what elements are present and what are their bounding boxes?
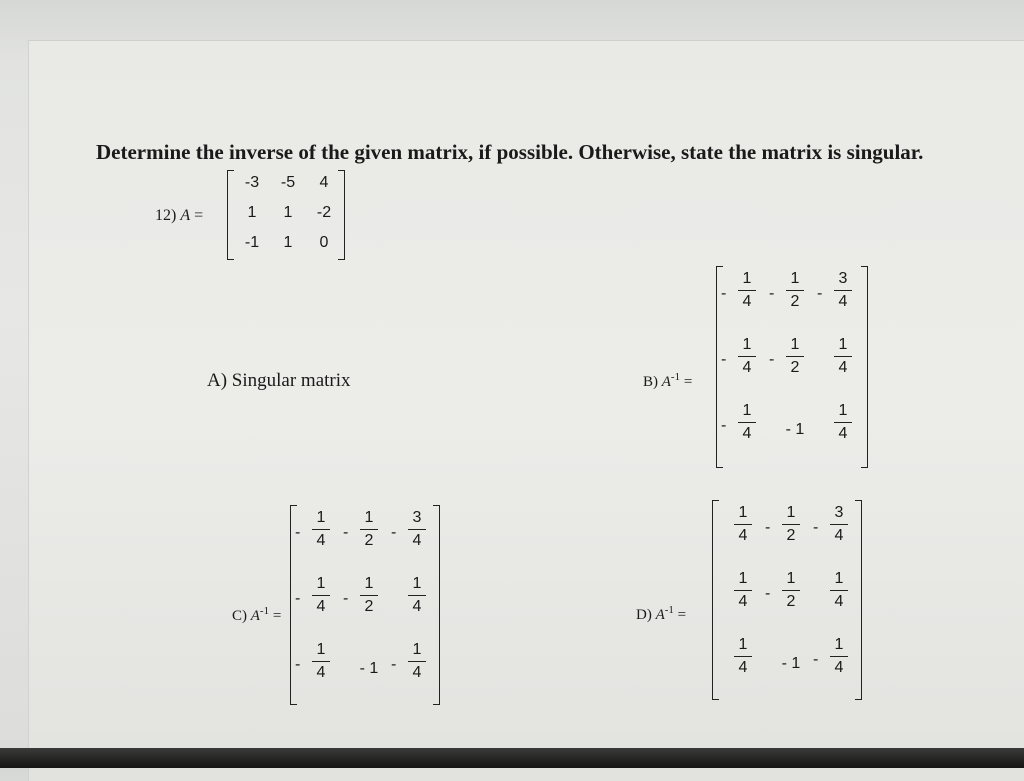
fraction-numerator: 1 [790,270,800,287]
fraction-sign: - [765,519,771,536]
matrix-fraction [769,336,812,377]
matrix-cell: -2 [316,204,332,221]
option-a: A) Singular matrix [207,370,351,391]
fraction-sign: - [721,285,727,302]
matrix-fraction [343,509,386,550]
matrix-fraction [726,504,760,545]
fraction-bar [786,356,804,357]
fraction-bar [734,656,752,657]
fraction-denominator: 2 [786,593,796,610]
fraction-sign: - [813,519,819,536]
fraction-bar [786,290,804,291]
option-d-matrix [712,500,862,700]
question-number: 12) [155,207,177,224]
fraction-denominator: 2 [364,532,374,549]
fraction-bar [830,590,848,591]
fraction-sign: - [343,524,349,541]
question-label [155,207,203,225]
fraction-numerator: 1 [790,336,800,353]
fraction-bar [360,595,378,596]
fraction-denominator: 4 [738,527,748,544]
fraction-bar [834,290,852,291]
instruction-text: Determine the inverse of the given matrix, if possible. Otherwise, state the matrix is singular. [96,140,924,164]
question-var: A [180,207,191,224]
fraction-denominator: 4 [412,598,422,615]
bracket-right [433,505,440,705]
fraction-bar [782,590,800,591]
matrix-fraction [769,270,812,311]
fraction-numerator: 1 [412,575,422,592]
question-eq: = [194,207,204,224]
fraction-bar [360,529,378,530]
fraction-sign: - [769,351,775,368]
matrix-fraction [822,570,856,611]
fraction-denominator: 4 [742,293,752,310]
fraction-numerator: 3 [838,270,848,287]
fraction-numerator: 1 [316,641,326,658]
fraction-denominator: 4 [838,293,848,310]
fraction-sign: - [769,285,775,302]
fraction-numerator: 1 [742,402,752,419]
matrix-entry: - 1 [785,421,805,438]
matrix-fraction [813,504,856,545]
fraction-numerator: 3 [834,504,844,521]
fraction-sign: - [391,524,397,541]
fraction-denominator: 4 [742,359,752,376]
bracket-right [861,266,868,468]
matrix-fraction [295,641,338,682]
matrix-fraction [826,402,860,443]
fraction-bar [738,290,756,291]
fraction-denominator: 4 [412,532,422,549]
fraction-denominator: 4 [834,527,844,544]
option-b-label: B) $A^{-1}$ = [643,371,693,390]
fraction-sign: - [295,656,301,673]
table-edge [0,748,1024,768]
matrix-fraction [721,402,764,443]
matrix-cell: -5 [280,174,296,191]
matrix-fraction [726,636,760,677]
fraction-numerator: 1 [742,270,752,287]
option-b-matrix [716,266,868,468]
fraction-numerator: 1 [738,504,748,521]
matrix-fraction [813,636,856,677]
matrix-fraction [826,336,860,377]
fraction-denominator: 4 [316,598,326,615]
matrix-fraction [765,504,808,545]
fraction-bar [834,422,852,423]
matrix-fraction [400,575,434,616]
option-c-label: C) $A^{-1}$ = [232,605,282,624]
fraction-bar [312,595,330,596]
fraction-bar [734,524,752,525]
fraction-numerator: 1 [738,636,748,653]
fraction-sign: - [817,285,823,302]
fraction-bar [738,422,756,423]
fraction-numerator: 3 [412,509,422,526]
fraction-denominator: 2 [790,359,800,376]
fraction-sign: - [765,585,771,602]
fraction-denominator: 4 [838,359,848,376]
matrix-cell: 1 [247,204,257,221]
matrix-fraction [721,270,764,311]
bracket-right [855,500,862,700]
matrix-cell: 1 [283,234,293,251]
fraction-bar [738,356,756,357]
matrix-cell: 0 [319,234,329,251]
fraction-sign: - [343,590,349,607]
fraction-bar [734,590,752,591]
matrix-cell: -3 [244,174,260,191]
fraction-denominator: 2 [790,293,800,310]
matrix-entry: - 1 [781,655,801,672]
fraction-sign: - [813,651,819,668]
fraction-numerator: 1 [742,336,752,353]
fraction-bar [408,661,426,662]
fraction-sign: - [721,417,727,434]
fraction-numerator: 1 [412,641,422,658]
fraction-bar [312,529,330,530]
matrix-fraction [391,509,434,550]
fraction-denominator: 4 [738,659,748,676]
fraction-sign: - [391,656,397,673]
fraction-bar [782,524,800,525]
matrix-fraction [391,641,434,682]
matrix-fraction [765,570,808,611]
fraction-numerator: 1 [786,570,796,587]
matrix-cell: -1 [244,234,260,251]
fraction-denominator: 4 [834,593,844,610]
matrix-fraction [343,575,386,616]
matrix-fraction [721,336,764,377]
fraction-numerator: 1 [316,575,326,592]
fraction-sign: - [295,524,301,541]
fraction-numerator: 1 [834,570,844,587]
matrix-fraction [726,570,760,611]
fraction-numerator: 1 [838,336,848,353]
fraction-denominator: 4 [834,659,844,676]
fraction-sign: - [721,351,727,368]
fraction-denominator: 4 [838,425,848,442]
fraction-bar [408,595,426,596]
fraction-denominator: 4 [316,664,326,681]
fraction-bar [830,656,848,657]
matrix-fraction [295,509,338,550]
fraction-denominator: 4 [316,532,326,549]
fraction-bar [312,661,330,662]
fraction-numerator: 1 [786,504,796,521]
matrix-cell: 4 [319,174,329,191]
fraction-numerator: 1 [364,509,374,526]
fraction-numerator: 1 [738,570,748,587]
option-c-matrix [290,505,440,705]
fraction-bar [408,529,426,530]
fraction-denominator: 2 [786,527,796,544]
fraction-numerator: 1 [834,636,844,653]
fraction-sign: - [295,590,301,607]
fraction-denominator: 2 [364,598,374,615]
fraction-denominator: 4 [738,593,748,610]
fraction-bar [834,356,852,357]
matrix-fraction [295,575,338,616]
bracket-right [338,170,345,260]
bracket-left [227,170,234,260]
fraction-denominator: 4 [412,664,422,681]
question-matrix [227,170,345,260]
bracket-left [712,500,719,700]
fraction-denominator: 4 [742,425,752,442]
matrix-fraction [817,270,860,311]
fraction-numerator: 1 [364,575,374,592]
fraction-numerator: 1 [838,402,848,419]
matrix-cell: 1 [283,204,293,221]
fraction-bar [830,524,848,525]
fraction-numerator: 1 [316,509,326,526]
matrix-entry: - 1 [359,660,379,677]
option-d-label: D) $A^{-1}$ = [636,604,687,623]
